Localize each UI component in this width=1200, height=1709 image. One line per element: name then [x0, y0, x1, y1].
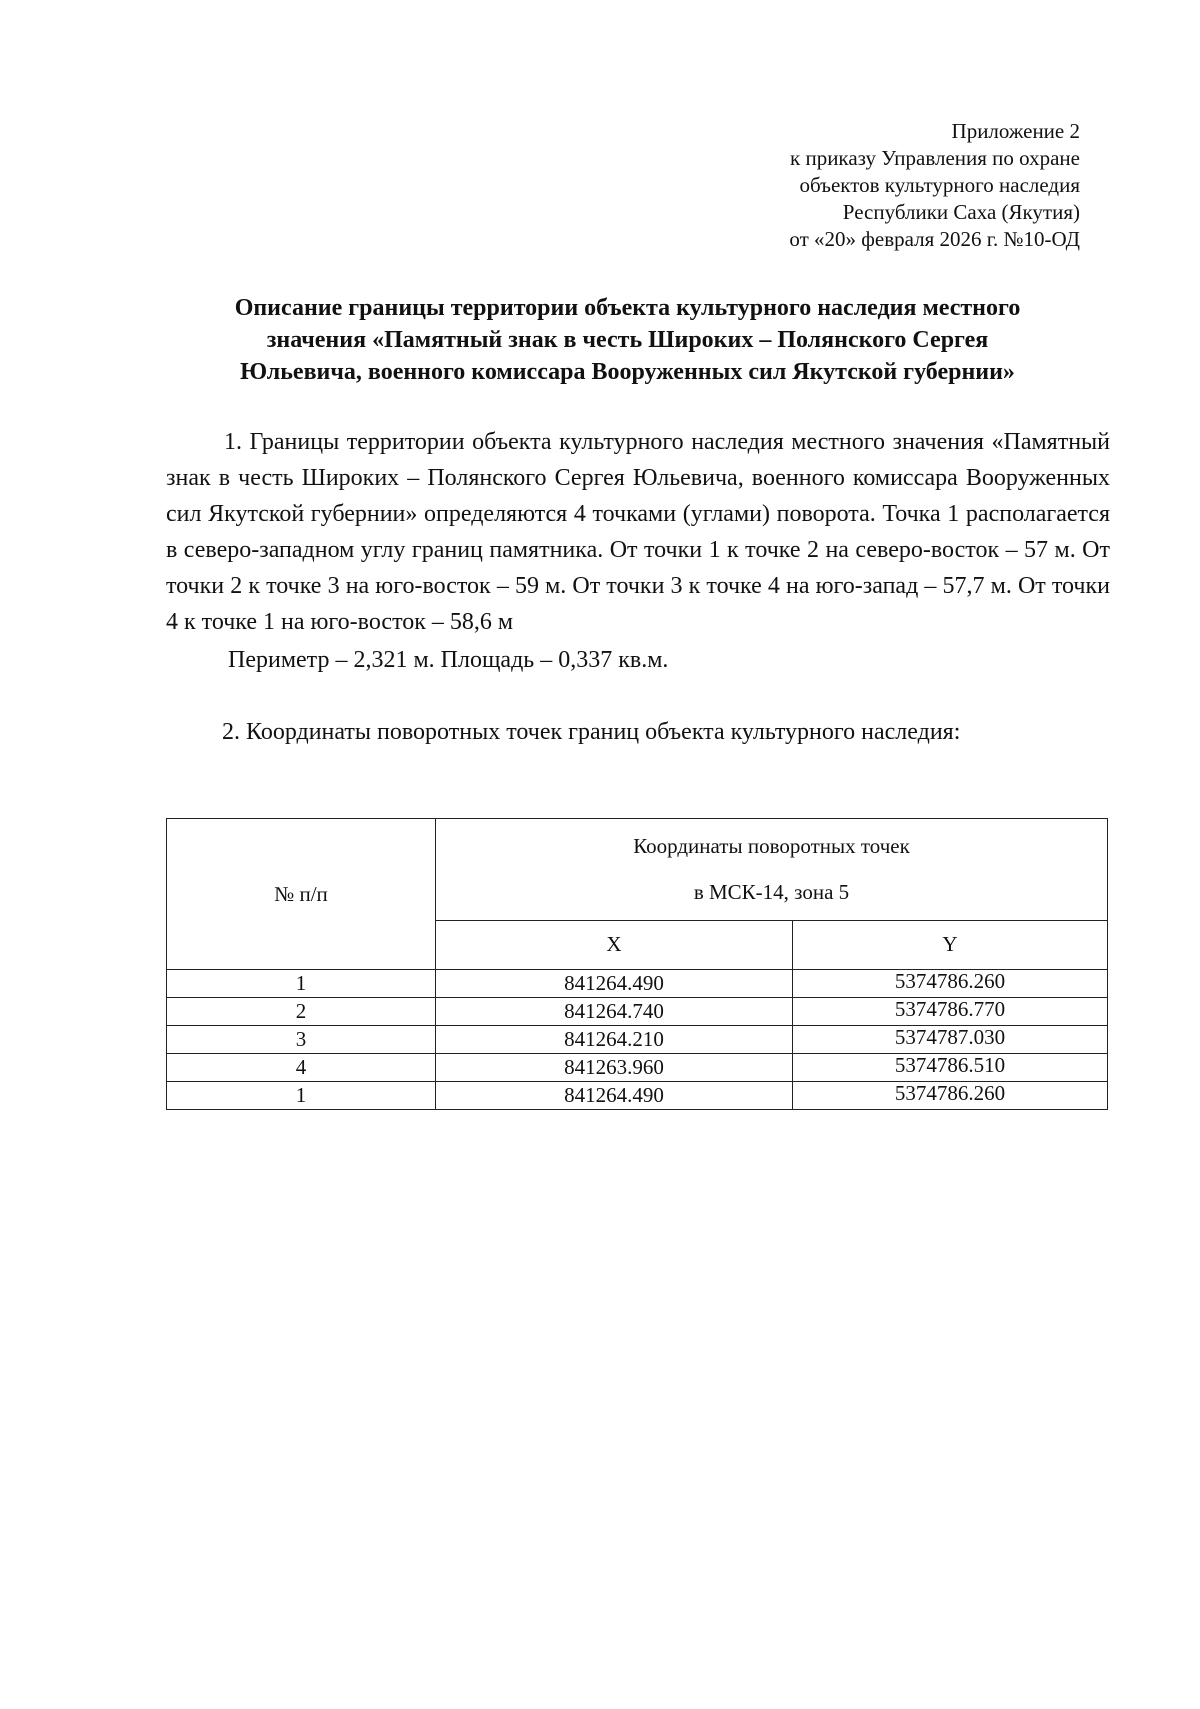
cell-y: 5374786.770	[793, 998, 1108, 1026]
annex-line: Приложение 2	[951, 119, 1080, 143]
table-row	[167, 998, 1108, 1026]
coordinates-table	[166, 818, 1108, 1110]
cell-x: 841264.490	[436, 970, 793, 998]
header-coordinates-line: Координаты поворотных точек	[633, 834, 910, 859]
title-line: значения «Памятный знак в честь Широких – Полянского Сергея	[266, 327, 989, 353]
annex-line: к приказу Управления по охране	[790, 146, 1080, 170]
document-title	[150, 292, 1105, 388]
document-body	[166, 424, 1110, 750]
cell-x: 841264.490	[436, 1082, 793, 1110]
title-line: Юльевича, военного комиссара Вооруженных сил Якутской губернии»	[240, 359, 1015, 385]
coordinates-heading: 2. Координаты поворотных точек границ объекта культурного наследия:	[222, 719, 961, 745]
cell-x: 841263.960	[436, 1054, 793, 1082]
header-x: X	[436, 920, 793, 969]
header-y: Y	[793, 920, 1108, 969]
cell-y: 5374786.260	[793, 970, 1108, 998]
cell-number: 2	[167, 998, 436, 1026]
cell-number: 1	[167, 970, 436, 998]
annex-line: от «20» февраля 2026 г. №10-ОД	[789, 227, 1080, 251]
cell-y: 5374786.510	[793, 1054, 1108, 1082]
annex-header	[789, 118, 1080, 253]
perimeter-area-line: Периметр – 2,321 м. Площадь – 0,337 кв.м.	[228, 647, 669, 673]
annex-line: объектов культурного наследия	[799, 173, 1080, 197]
table-row	[167, 970, 1108, 998]
table-row	[167, 1082, 1108, 1110]
cell-number: 3	[167, 1026, 436, 1054]
table-row	[167, 1026, 1108, 1054]
header-coordinates-line: в МСК-14, зона 5	[693, 880, 850, 905]
cell-number: 1	[167, 1082, 436, 1110]
cell-x: 841264.740	[436, 998, 793, 1026]
cell-y: 5374786.260	[793, 1082, 1108, 1110]
header-number: № п/п	[167, 819, 436, 970]
title-line: Описание границы территории объекта культурного наследия местного	[234, 295, 1021, 321]
annex-line: Республики Саха (Якутия)	[842, 200, 1080, 224]
cell-number: 4	[167, 1054, 436, 1082]
header-coordinates	[436, 819, 1108, 921]
cell-x: 841264.210	[436, 1026, 793, 1054]
boundary-description: 1. Границы территории объекта культурного наследия местного значения «Памятный знак в честь Широких – Полянского Сергея Юльевича, военного комиссара Вооруженных сил Якутской губернии» определяются 4 точками (углами) поворота. Точка 1 располагается в северо-западном углу границ памятника. От точки 1 к точке 2 на северо-восток – 57 м. От точки 2 к точке 3 на юго-восток – 59 м. От точки 3 к точке 4 на юго-запад – 57,7 м. От точки 4 к точке 1 на юго-восток – 58,6 м	[166, 429, 1110, 635]
table-row	[167, 1054, 1108, 1082]
cell-y: 5374787.030	[793, 1026, 1108, 1054]
